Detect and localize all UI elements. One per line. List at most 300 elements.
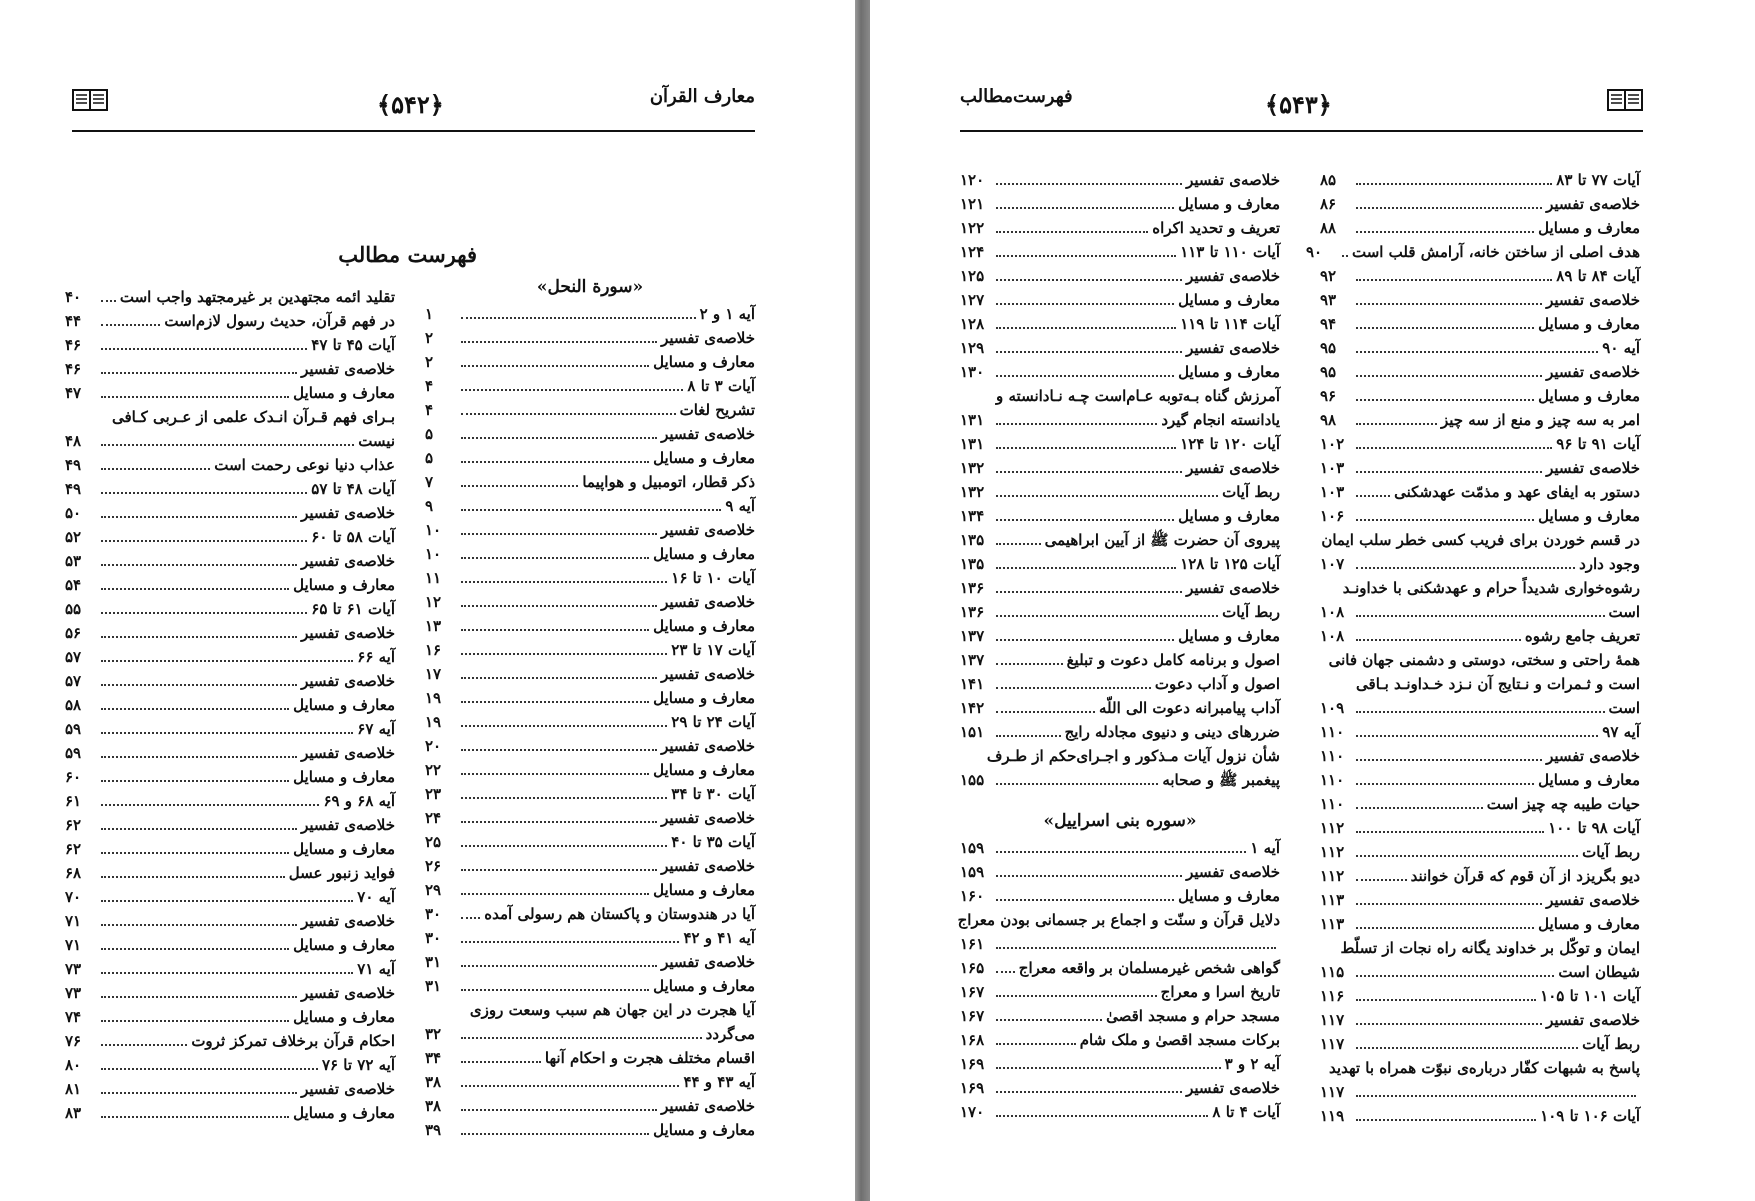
toc-entry-page: ۱۲۰ <box>960 171 985 189</box>
toc-entry-page: ۸۱ <box>65 1080 82 1098</box>
toc-entry-title: معارف و مسایل <box>293 768 395 786</box>
toc-entry-title: خلاصه‌ی تفسیر <box>301 672 395 690</box>
toc-entry-title: معارف و مسایل <box>293 936 395 954</box>
toc-entry-title: خلاصه‌ی تفسیر <box>1186 339 1280 357</box>
dot-leader <box>1356 1008 1542 1025</box>
toc-entry-page: ۷۳ <box>65 960 82 978</box>
toc-entry <box>425 590 755 614</box>
toc-entry <box>425 854 755 878</box>
toc-entry-title: معارف و مسایل <box>293 384 395 402</box>
toc-entry-page: ۳۰ <box>425 905 442 923</box>
toc-entry-page: ۱۱۳ <box>1320 891 1345 909</box>
toc-entry-title: معارف و مسایل <box>653 977 755 995</box>
toc-entry-page: ۷ <box>425 473 434 491</box>
toc-entry-page: ۷۶ <box>65 1032 82 1050</box>
toc-entry-page: ۲۶ <box>425 857 442 875</box>
toc-entry-title: آیات ۸۴ تا ۸۹ <box>1556 267 1640 285</box>
dot-leader <box>461 1094 657 1111</box>
dot-leader <box>996 312 1176 329</box>
toc-entry-title: آیات ۳۵ تا ۴۰ <box>671 833 755 851</box>
toc-entry <box>960 836 1280 860</box>
toc-entry-title: آیا هجرت در این جهان هم سبب وسعت روزی <box>469 1001 755 1019</box>
toc-entry-title: معارف و مسایل <box>1178 887 1280 905</box>
toc-entry <box>960 1076 1280 1100</box>
toc-entry-page: ۶۱ <box>65 792 82 810</box>
toc-entry-page: ۳۰ <box>425 929 442 947</box>
toc-entry-title: فواید زنبور عسل <box>288 864 395 882</box>
toc-entry-page: ۱۰۳ <box>1320 483 1345 501</box>
toc-entry-page: ۴۰ <box>65 288 82 306</box>
toc-entry-title: معارف و مسایل <box>653 1121 755 1139</box>
toc-entry-page: ۱۶۷ <box>960 983 985 1001</box>
toc-entry-title: آیات ۲۴ تا ۲۹ <box>671 713 755 731</box>
toc-entry-page: ۲ <box>425 329 434 347</box>
toc-entry-title: شأن نزول آیات مـذکور و اجـرای‌حکم از طـرف <box>986 747 1280 765</box>
toc-entry-page: ۵۰ <box>65 504 82 522</box>
toc-entry <box>1320 624 1640 648</box>
toc-entry-title: نیست <box>358 432 395 450</box>
toc-entry <box>1320 840 1640 864</box>
toc-entry-title: است و ثـمرات و نـتایج آن نـزد خـداونـد بـاقی <box>1356 675 1640 693</box>
toc-entry-page: ۲۵ <box>425 833 442 851</box>
toc-entry-title: آیه ۱ <box>1250 839 1280 857</box>
toc-entry <box>425 734 755 758</box>
dot-leader <box>1356 984 1536 1001</box>
toc-entry-page: ۱۲۸ <box>960 315 985 333</box>
toc-entry-page: ۳۱ <box>425 977 442 995</box>
dot-leader <box>1356 168 1552 185</box>
toc-entry <box>65 909 395 933</box>
dot-leader <box>101 621 297 638</box>
toc-entry-page: ۱۱۰ <box>1320 723 1345 741</box>
dot-leader <box>461 350 649 367</box>
dot-leader <box>101 765 289 782</box>
dot-leader <box>996 980 1157 997</box>
toc-entry-page: ۱۱۳ <box>1320 915 1345 933</box>
toc-entry-title: ایمان و توکّل بر خداوند یگانه راه نجات از تسلّط <box>1340 939 1640 957</box>
dot-leader <box>101 741 297 758</box>
toc-entry-title: آیه ۲ و ۳ <box>1224 1055 1280 1073</box>
toc-entry-title: خلاصه‌ی تفسیر <box>301 552 395 570</box>
toc-entry-title: خلاصه‌ی تفسیر <box>301 984 395 1002</box>
toc-entry-title: تاریخ اسرا و معراج <box>1160 983 1280 1001</box>
toc-entry-title: آیه ۱ و ۲ <box>699 305 755 323</box>
dot-leader <box>996 956 1015 973</box>
toc-entry <box>425 830 755 854</box>
toc-entry-title: خلاصه‌ی تفسیر <box>1186 171 1280 189</box>
dot-leader <box>996 1076 1182 1093</box>
toc-entry <box>960 1052 1280 1076</box>
toc-entry-title: پاسخ به شبهات کفّار درباره‌ی نبوّت همراه با تهدید <box>1329 1059 1640 1077</box>
toc-entry-page: ۴۶ <box>65 360 82 378</box>
toc-entry <box>65 501 395 525</box>
toc-entry-page: ۹۰ <box>1306 243 1323 261</box>
dot-leader <box>996 288 1174 305</box>
toc-entry <box>1320 408 1640 432</box>
toc-entry <box>425 446 755 470</box>
toc-entry <box>960 456 1280 480</box>
toc-entry-title: آیات ۱۱۰ تا ۱۱۳ <box>1180 243 1280 261</box>
toc-entry-title: آیات ۴ تا ۸ <box>1212 1103 1280 1121</box>
toc-entry-page: ۲۰ <box>425 737 442 755</box>
toc-entry-page: ۱۰ <box>425 521 442 539</box>
dot-leader <box>1356 288 1542 305</box>
toc-entry-title: آیات ۴۵ تا ۴۷ <box>311 336 395 354</box>
dot-leader <box>461 566 667 583</box>
toc-entry-page: ۱۲ <box>425 593 442 611</box>
toc-entry <box>1320 648 1640 672</box>
toc-entry-title: تعریف جامع رشوه <box>1524 627 1640 645</box>
toc-entry <box>960 1028 1280 1052</box>
toc-entry <box>65 981 395 1005</box>
toc-entry-title: است <box>1608 603 1640 621</box>
toc-entry-page: ۵۷ <box>65 672 82 690</box>
toc-entry-page: ۱۳۶ <box>960 579 985 597</box>
dot-leader <box>461 854 657 871</box>
toc-entry <box>960 384 1280 408</box>
toc-entry-title: معارف و مسایل <box>293 576 395 594</box>
dot-leader <box>461 422 657 439</box>
right-page-header <box>960 80 1643 140</box>
toc-entry-page: ۹۸ <box>1320 411 1337 429</box>
surah-title: «سورة النحل» <box>536 277 644 297</box>
header-rule <box>72 130 755 132</box>
toc-entry-page: ۱ <box>425 305 434 323</box>
toc-entry <box>960 648 1280 672</box>
dot-leader <box>1356 504 1534 521</box>
dot-leader <box>101 333 307 350</box>
toc-entry-page: ۱۰۸ <box>1320 627 1345 645</box>
dot-leader <box>996 480 1218 497</box>
toc-entry-title: یادانسته انجام گیرد <box>1161 411 1280 429</box>
toc-entry-page: ۵۶ <box>65 624 82 642</box>
toc-entry-title: اصول و آداب دعوت <box>1154 675 1280 693</box>
toc-entry <box>425 758 755 782</box>
toc-entry-title: آیه ۶۶ <box>357 648 395 666</box>
toc-entry-title: معارف و مسایل <box>653 689 755 707</box>
toc-entry-page: ۳۴ <box>425 1049 442 1067</box>
toc-entry-page: ۹۳ <box>1320 291 1337 309</box>
toc-entry <box>1320 816 1640 840</box>
toc-entry-page: ۸۵ <box>1320 171 1337 189</box>
dot-leader <box>996 240 1176 257</box>
toc-entry-page: ۱۲۷ <box>960 291 985 309</box>
toc-entry <box>65 597 395 621</box>
dot-leader <box>461 1070 679 1087</box>
toc-entry <box>425 974 755 998</box>
toc-entry-title: آیه ۴۱ و ۴۲ <box>683 929 755 947</box>
dot-leader <box>461 590 657 607</box>
toc-entry <box>1320 720 1640 744</box>
toc-entry <box>65 765 395 789</box>
toc-entry <box>425 638 755 662</box>
toc-entry-page: ۱۰۸ <box>1320 603 1345 621</box>
toc-entry-page: ۹۲ <box>1320 267 1337 285</box>
toc-entry <box>1320 672 1640 696</box>
toc-entry <box>65 1029 395 1053</box>
toc-entry-title: تشریح لغات <box>679 401 755 419</box>
page-number: ﴿۵۴۲﴾ <box>377 90 444 119</box>
toc-entry-page: ۱۵۱ <box>960 723 985 741</box>
dot-leader <box>461 758 649 775</box>
toc-entry <box>65 1101 395 1125</box>
dot-leader <box>996 624 1174 641</box>
toc-entry-title: خلاصه‌ی تفسیر <box>661 809 755 827</box>
toc-entry-title: آیات ۴۸ تا ۵۷ <box>311 480 395 498</box>
dot-leader <box>461 614 649 631</box>
dot-leader <box>1356 408 1437 425</box>
toc-entry-title: آیه ۹ <box>725 497 755 515</box>
toc-entry-page: ۳۲ <box>425 1025 442 1043</box>
toc-entry-title: دیو بگریزد از آن قوم که قرآن خوانند <box>1410 867 1640 885</box>
toc-entry-title: آیه ۴۳ و ۴۴ <box>683 1073 755 1091</box>
dot-leader <box>1342 240 1348 257</box>
toc-entry <box>425 878 755 902</box>
toc-entry-page: ۱۵۵ <box>960 771 985 789</box>
toc-entry <box>1320 768 1640 792</box>
toc-entry-page: ۵ <box>425 425 434 443</box>
toc-entry <box>960 288 1280 312</box>
toc-entry-title: برکات مسجد اقصیٰ و ملک شام <box>1079 1031 1280 1049</box>
toc-entry <box>1320 984 1640 1008</box>
toc-entry-title: خلاصه‌ی تفسیر <box>661 665 755 683</box>
dot-leader <box>1356 792 1483 809</box>
toc-entry <box>65 885 395 909</box>
toc-entry-title: تعریف و تحدید اکراه <box>1152 219 1280 237</box>
dot-leader <box>996 336 1182 353</box>
toc-entry-page: ۱۳۵ <box>960 531 985 549</box>
toc-entry <box>960 336 1280 360</box>
toc-entry-title: پیغمبر ﷺ و صحابه <box>1162 771 1280 789</box>
toc-entry-page: ۵۲ <box>65 528 82 546</box>
toc-entry <box>425 686 755 710</box>
toc-entry <box>65 1053 395 1077</box>
dot-leader <box>461 1046 541 1063</box>
toc-entry-title: ربط آیات <box>1582 1035 1640 1053</box>
toc-entry-page: ۱۱۷ <box>1320 1035 1345 1053</box>
toc-entry <box>960 696 1280 720</box>
dot-leader <box>1356 336 1598 353</box>
toc-entry-page: ۷۱ <box>65 912 82 930</box>
toc-entry-page: ۲۲ <box>425 761 442 779</box>
toc-entry-title: آیات ۱۱۴ تا ۱۱۹ <box>1180 315 1280 333</box>
dot-leader <box>996 576 1182 593</box>
toc-entry-title: آیات ۳۰ تا ۳۴ <box>671 785 755 803</box>
toc-entry <box>65 837 395 861</box>
toc-entry <box>425 302 755 326</box>
toc-entry <box>425 518 755 542</box>
left-page <box>0 0 855 1201</box>
toc-entry-page: ۱۳۰ <box>960 363 985 381</box>
toc-entry-page: ۱۶۵ <box>960 959 985 977</box>
toc-entry-page: ۱۵۹ <box>960 863 985 881</box>
toc-entry <box>1320 504 1640 528</box>
toc-entry <box>1320 576 1640 600</box>
toc-entry-title: تقلید ائمه مجتهدین بر غیرمجتهد واجب است <box>119 288 395 306</box>
toc-entry-page: ۹ <box>425 497 434 515</box>
toc-entry-title: آیات ۹۸ تا ۱۰۰ <box>1548 819 1640 837</box>
toc-column-left <box>957 168 1280 1124</box>
toc-entry-page: ۱۷۰ <box>960 1103 985 1121</box>
dot-leader <box>1356 864 1407 881</box>
dot-leader <box>1356 264 1552 281</box>
toc-entry-title: خلاصه‌ی تفسیر <box>1546 363 1640 381</box>
dot-leader <box>1356 384 1534 401</box>
toc-entry-page: ۵ <box>425 449 434 467</box>
toc-entry <box>1320 456 1640 480</box>
toc-entry-page: ۱۲۹ <box>960 339 985 357</box>
toc-entry-title: اصول و برنامه کامل دعوت و تبلیغ <box>1066 651 1280 669</box>
toc-entry-page: ۱۵۹ <box>960 839 985 857</box>
toc-entry-title: آیات ۱۷ تا ۲۳ <box>671 641 755 659</box>
dot-leader <box>996 408 1157 425</box>
toc-entry-page: ۹۶ <box>1320 387 1337 405</box>
toc-entry-page: ۳۸ <box>425 1073 442 1091</box>
toc-entry <box>65 333 395 357</box>
toc-entry <box>425 614 755 638</box>
toc-entry-page: ۵۵ <box>65 600 82 618</box>
toc-entry-page: ۴۹ <box>65 456 82 474</box>
dot-leader <box>461 302 696 319</box>
toc-entry <box>1320 312 1640 336</box>
toc-entry-title: می‌گردد <box>705 1025 755 1043</box>
dot-leader <box>1356 696 1605 713</box>
toc-entry-title: خلاصه‌ی تفسیر <box>1546 459 1640 477</box>
dot-leader <box>996 836 1246 853</box>
dot-leader <box>101 597 307 614</box>
toc-entry <box>425 470 755 494</box>
toc-entry-page: ۲۳ <box>425 785 442 803</box>
toc-entry <box>65 741 395 765</box>
dot-leader <box>101 285 116 302</box>
toc-entry-title: اقسام مختلف هجرت و احکام آنها <box>544 1049 755 1067</box>
toc-entry-page: ۴ <box>425 377 434 395</box>
toc-entry-title: وجود دارد <box>1579 555 1640 573</box>
toc-entry <box>65 453 395 477</box>
dot-leader <box>101 1077 297 1094</box>
toc-entry-title: هدف اصلی از ساختن خانه، آرامش قلب است <box>1352 243 1640 261</box>
dot-leader <box>461 806 657 823</box>
dot-leader <box>461 782 667 799</box>
toc-entry-title: ربط آیات <box>1222 483 1280 501</box>
toc-entry-title: خلاصه‌ی تفسیر <box>1186 459 1280 477</box>
toc-entry <box>1320 480 1640 504</box>
dot-leader <box>101 1005 289 1022</box>
dot-leader <box>1356 312 1534 329</box>
dot-leader <box>1356 216 1534 233</box>
toc-entry-title: دلایل قرآن و سنّت و اجماع بر جسمانی بودن معراج <box>957 911 1280 929</box>
toc-entry-title: معارف و مسایل <box>653 353 755 371</box>
dot-leader <box>461 638 667 655</box>
toc-entry-title: خلاصه‌ی تفسیر <box>1546 195 1640 213</box>
toc-entry <box>425 1046 755 1070</box>
toc-entry-page: ۱۶۹ <box>960 1079 985 1097</box>
dot-leader <box>1356 360 1542 377</box>
toc-entry-title: خلاصه‌ی تفسیر <box>1546 291 1640 309</box>
dot-leader <box>996 696 1095 713</box>
toc-entry-title: در فهم قرآن، حدیث رسول لازم‌است <box>164 312 395 330</box>
dot-leader <box>1356 768 1534 785</box>
toc-entry-title: دستور به ایفای عهد و مذمّت عهدشکنی <box>1394 483 1640 501</box>
toc-entry-page: ۱۰۶ <box>1320 507 1345 525</box>
dot-leader <box>1356 600 1605 617</box>
toc-entry-page: ۳۱ <box>425 953 442 971</box>
toc-entry-page: ۱۰۷ <box>1320 555 1345 573</box>
toc-entry-page: ۲۴ <box>425 809 442 827</box>
toc-entry-title: آیه ۷۰ <box>357 888 395 906</box>
toc-entry <box>1320 960 1640 984</box>
toc-entry <box>425 326 755 350</box>
toc-entry-title: خلاصه‌ی تفسیر <box>661 593 755 611</box>
toc-entry-page: ۶۲ <box>65 840 82 858</box>
toc-entry-page: ۱۱۷ <box>1320 1011 1345 1029</box>
toc-entry-title: آیات ۱۲۵ تا ۱۲۸ <box>1180 555 1280 573</box>
toc-entry-title: ضررهای دینی و دنیوی مجادله رایج <box>1064 723 1280 741</box>
toc-entry-title: معارف و مسایل <box>293 840 395 858</box>
toc-entry <box>425 662 755 686</box>
toc-entry <box>1320 168 1640 192</box>
left-page-header <box>72 80 755 140</box>
toc-column-left <box>65 285 395 1125</box>
dot-leader <box>101 813 297 830</box>
dot-leader <box>101 717 353 734</box>
dot-leader <box>996 860 1182 877</box>
dot-leader <box>996 1052 1221 1069</box>
toc-entry-title: آیات ۶۱ تا ۶۵ <box>311 600 395 618</box>
right-page <box>870 0 1755 1201</box>
toc-entry-page: ۵۹ <box>65 744 82 762</box>
dot-leader <box>996 432 1176 449</box>
toc-entry <box>425 566 755 590</box>
toc-entry <box>1320 1056 1640 1080</box>
toc-entry <box>65 669 395 693</box>
toc-entry <box>425 998 755 1022</box>
toc-entry <box>65 381 395 405</box>
toc-entry-page: ۱۰ <box>425 545 442 563</box>
dot-leader <box>101 837 289 854</box>
toc-entry-title: احکام قرآن برخلاف تمرکز ثروت <box>191 1032 395 1050</box>
toc-entry-page: ۱۱ <box>425 569 442 587</box>
toc-entry-page: ۱۱۰ <box>1320 771 1345 789</box>
toc-entry-title: آیه ۷۲ تا ۷۶ <box>321 1056 395 1074</box>
toc-entry <box>65 429 395 453</box>
dot-leader <box>461 902 480 919</box>
toc-entry-page: ۱۶۰ <box>960 887 985 905</box>
toc-entry-title: آداب پیامبرانه دعوت الی اللّه <box>1098 699 1280 717</box>
toc-entry-page: ۱۲۵ <box>960 267 985 285</box>
toc-entry <box>960 932 1280 956</box>
toc-entry <box>960 480 1280 504</box>
toc-entry-title: ربط آیات <box>1222 603 1280 621</box>
toc-entry-page: ۹۵ <box>1320 339 1337 357</box>
dot-leader <box>461 398 676 415</box>
toc-entry-title: آیات ۵۸ تا ۶۰ <box>311 528 395 546</box>
toc-entry-page: ۶۰ <box>65 768 82 786</box>
toc-entry-page: ۱۱۹ <box>1320 1107 1345 1125</box>
toc-entry-title: آیه ۶۷ <box>357 720 395 738</box>
toc-entry-page: ۱۱۲ <box>1320 843 1345 861</box>
dot-leader <box>101 789 319 806</box>
toc-entry <box>1320 912 1640 936</box>
toc-entry <box>425 1022 755 1046</box>
toc-entry-title: معارف و مسایل <box>293 1008 395 1026</box>
dot-leader <box>461 662 657 679</box>
toc-entry <box>425 710 755 734</box>
dot-leader <box>461 518 657 535</box>
toc-entry-title: آیه ۶۸ و ۶۹ <box>323 792 395 810</box>
toc-entry-title: امر به سه چیز و منع از سه چیز <box>1440 411 1640 429</box>
toc-entry <box>65 1005 395 1029</box>
